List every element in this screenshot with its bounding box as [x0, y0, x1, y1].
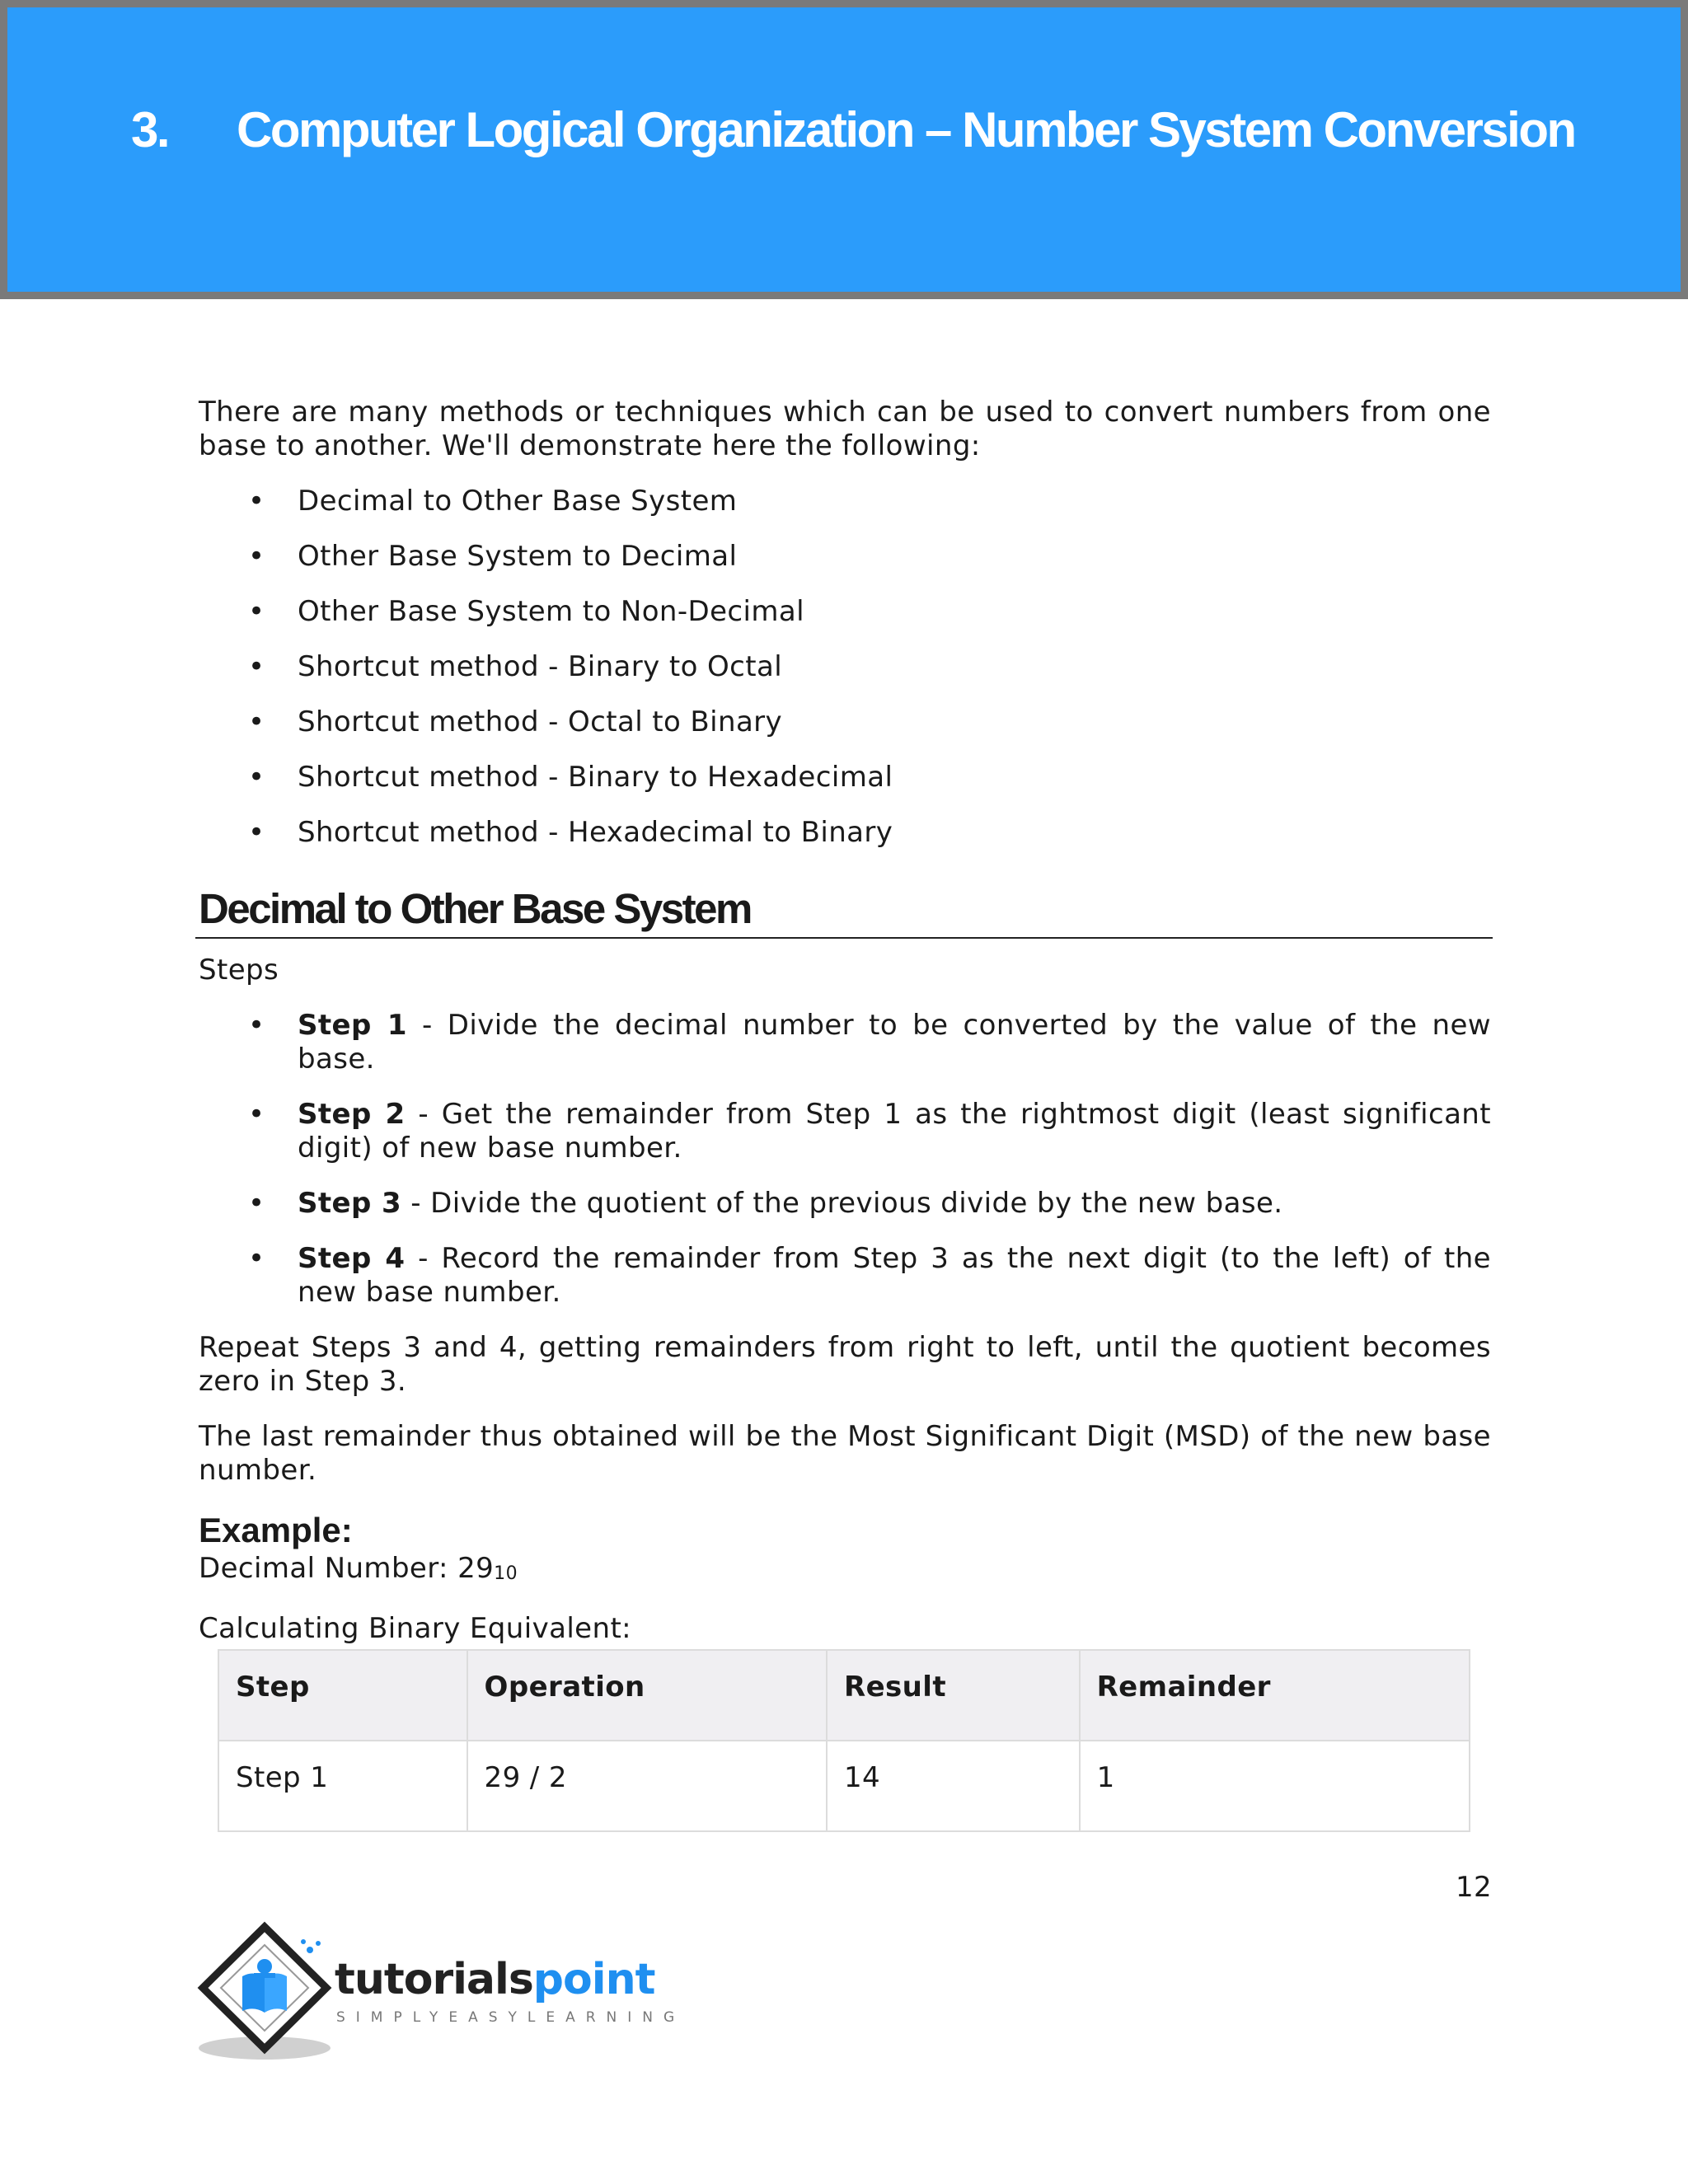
bullet-icon: •	[248, 816, 265, 849]
step-item	[199, 1187, 1491, 1221]
list-item: • Shortcut method - Binary to Hexadecimal	[248, 761, 893, 794]
steps-list	[199, 1009, 1491, 1310]
intro-paragraph: There are many methods or techniques which can be used to convert numbers from one base to another. We'll demonstrate here the following:	[199, 396, 1491, 462]
bullet-icon: •	[248, 761, 265, 794]
conversion-table	[218, 1649, 1470, 1832]
list-item: • Decimal to Other Base System	[248, 485, 738, 518]
step-label: Step 2	[298, 1098, 406, 1131]
table-cell: 29 / 2	[467, 1741, 827, 1831]
list-item: • Other Base System to Decimal	[248, 540, 738, 573]
calc-label: Calculating Binary Equivalent:	[199, 1612, 632, 1645]
example-heading: Example:	[199, 1511, 353, 1549]
bullet-icon: •	[248, 705, 265, 738]
bullet-icon: •	[248, 1098, 265, 1131]
tutorialspoint-logo	[195, 1920, 689, 2069]
step-item	[199, 1242, 1491, 1310]
steps-label: Steps	[199, 954, 279, 987]
chapter-header	[0, 0, 1688, 299]
decimal-number: Decimal Number: $29_{10}$	[199, 1552, 518, 1585]
step-text: - Divide the quotient of the previous divide by the new base.	[401, 1187, 1283, 1220]
chapter-number: 3.	[131, 102, 169, 157]
column-header: Remainder	[1080, 1650, 1470, 1741]
page-content	[199, 396, 1491, 1646]
table-cell: 1	[1080, 1741, 1470, 1831]
section-heading: Decimal to Other Base System	[195, 884, 1493, 939]
column-header: Step	[218, 1650, 467, 1741]
bullet-icon: •	[248, 1187, 265, 1220]
step-label: Step 3	[298, 1187, 402, 1220]
table-header-row	[218, 1650, 1470, 1741]
step-label: Step 4	[298, 1242, 406, 1275]
logo-wordmark: tutorialspoint	[335, 1955, 655, 2004]
bullet-icon: •	[248, 485, 265, 518]
msd-paragraph: The last remainder thus obtained will be the Most Significant Digit (MSD) of the new base number.	[199, 1420, 1491, 1487]
list-item: • Shortcut method - Hexadecimal to Binary	[248, 816, 893, 849]
table-cell: 14	[827, 1741, 1080, 1831]
step-text: - Get the remainder from Step 1 as the rightmost digit (least significant digit) of new base number.	[298, 1098, 1491, 1165]
bullet-icon: •	[248, 1009, 265, 1042]
table-row	[218, 1741, 1470, 1831]
list-item: • Shortcut method - Binary to Octal	[248, 650, 783, 683]
column-header: Operation	[467, 1650, 827, 1741]
step-label: Step 1	[298, 1009, 407, 1042]
bullet-icon: •	[248, 650, 265, 683]
step-item	[199, 1098, 1491, 1165]
base-subscript: 10	[494, 1563, 518, 1584]
step-item	[199, 1009, 1491, 1076]
list-item: • Other Base System to Non-Decimal	[248, 595, 804, 628]
chapter-title-text: Computer Logical Organization – Number System Conversion	[237, 102, 1575, 157]
bullet-icon: •	[248, 540, 265, 573]
repeat-paragraph: Repeat Steps 3 and 4, getting remainders from right to left, until the quotient becomes zero in Step 3.	[199, 1331, 1491, 1398]
table-cell: Step 1	[218, 1741, 467, 1831]
logo-diamond-icon	[195, 1920, 335, 2069]
column-header: Result	[827, 1650, 1080, 1741]
chapter-title	[131, 101, 1575, 158]
step-text: - Record the remainder from Step 3 as the next digit (to the left) of the new base number.	[298, 1242, 1491, 1309]
topics-list	[199, 485, 1491, 850]
bullet-icon: •	[248, 1242, 265, 1275]
list-item: • Shortcut method - Octal to Binary	[248, 705, 783, 738]
logo-tagline: SIMPLYEASYLEARNING	[336, 2009, 686, 2026]
bullet-icon: •	[248, 595, 265, 628]
page-number: 12	[1456, 1871, 1493, 1904]
step-text: - Divide the decimal number to be converted by the value of the new base.	[298, 1009, 1491, 1076]
